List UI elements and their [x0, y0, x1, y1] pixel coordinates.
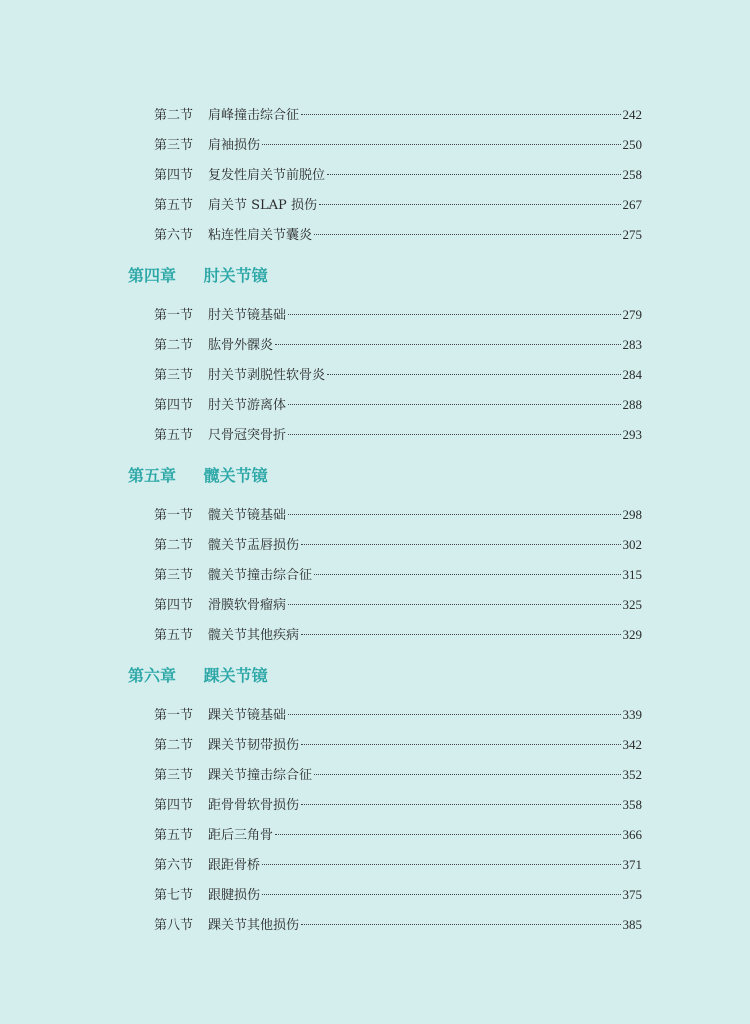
page-number: 267 — [622, 197, 642, 212]
page-number: 339 — [622, 707, 642, 722]
page-number: 329 — [622, 627, 642, 642]
chapter-number: 第四章 — [128, 266, 177, 285]
section-number: 第四节 — [154, 398, 194, 413]
toc-entry[interactable] — [154, 824, 642, 846]
section-number: 第六节 — [154, 228, 194, 243]
section-number: 第二节 — [154, 108, 194, 123]
chapter-heading[interactable] — [128, 264, 268, 288]
toc-entry[interactable] — [154, 564, 642, 586]
section-title: 肘关节镜基础 — [208, 308, 287, 323]
toc-entry[interactable] — [154, 104, 642, 126]
section-title: 髋关节镜基础 — [208, 508, 287, 523]
section-title: 肱骨外髁炎 — [208, 338, 274, 353]
section-number: 第三节 — [154, 768, 194, 783]
chapter-number: 第五章 — [128, 466, 177, 485]
dot-leader — [262, 144, 620, 145]
page-number: 275 — [622, 227, 642, 242]
section-title: 踝关节其他损伤 — [208, 918, 300, 933]
toc-entry[interactable] — [154, 364, 642, 386]
section-number: 第四节 — [154, 168, 194, 183]
dot-leader — [301, 634, 620, 635]
toc-entry[interactable] — [154, 884, 642, 906]
section-title: 踝关节镜基础 — [208, 708, 287, 723]
dot-leader — [301, 744, 620, 745]
page-number: 293 — [622, 427, 642, 442]
section-title: 肘关节剥脱性软骨炎 — [208, 368, 326, 383]
page-number: 325 — [622, 597, 642, 612]
toc-entry[interactable] — [154, 194, 642, 216]
section-number: 第五节 — [154, 198, 194, 213]
dot-leader — [262, 864, 620, 865]
toc-entry[interactable] — [154, 594, 642, 616]
section-number: 第二节 — [154, 738, 194, 753]
page-number: 315 — [622, 567, 642, 582]
section-title: 距后三角骨 — [208, 828, 274, 843]
toc-entry[interactable] — [154, 334, 642, 356]
toc-entry[interactable] — [154, 624, 642, 646]
toc-entry[interactable] — [154, 734, 642, 756]
page-number: 283 — [622, 337, 642, 352]
section-title: 肩袖损伤 — [208, 138, 261, 153]
chapter-title: 踝关节镜 — [203, 666, 268, 685]
toc-entry[interactable] — [154, 854, 642, 876]
page-number: 284 — [622, 367, 642, 382]
dot-leader — [301, 544, 620, 545]
toc-entry[interactable] — [154, 704, 642, 726]
dot-leader — [301, 114, 620, 115]
toc-entry[interactable] — [154, 794, 642, 816]
dot-leader — [314, 234, 620, 235]
section-title: 粘连性肩关节囊炎 — [208, 228, 313, 243]
page-number: 358 — [622, 797, 642, 812]
page-number: 366 — [622, 827, 642, 842]
toc-entry[interactable] — [154, 164, 642, 186]
section-number: 第四节 — [154, 598, 194, 613]
dot-leader — [314, 574, 620, 575]
dot-leader — [288, 434, 620, 435]
section-title: 髋关节盂唇损伤 — [208, 538, 300, 553]
page-number: 385 — [622, 917, 642, 932]
toc-entry[interactable] — [154, 304, 642, 326]
toc-entry[interactable] — [154, 424, 642, 446]
section-title: 肘关节游离体 — [208, 398, 287, 413]
section-number: 第二节 — [154, 338, 194, 353]
page-number: 242 — [622, 107, 642, 122]
page-number: 288 — [622, 397, 642, 412]
section-number: 第四节 — [154, 798, 194, 813]
section-number: 第七节 — [154, 888, 194, 903]
section-number: 第六节 — [154, 858, 194, 873]
dot-leader — [327, 374, 620, 375]
section-number: 第一节 — [154, 308, 194, 323]
dot-leader — [275, 344, 620, 345]
page-number: 352 — [622, 767, 642, 782]
page-number: 279 — [622, 307, 642, 322]
dot-leader — [262, 894, 620, 895]
section-title: 跟腱损伤 — [208, 888, 261, 903]
dot-leader — [327, 174, 620, 175]
section-number: 第二节 — [154, 538, 194, 553]
toc-entry[interactable] — [154, 914, 642, 936]
section-title: 髋关节撞击综合征 — [208, 568, 313, 583]
section-title: 距骨骨软骨损伤 — [208, 798, 300, 813]
page-number: 250 — [622, 137, 642, 152]
dot-leader — [288, 514, 620, 515]
page-number: 302 — [622, 537, 642, 552]
section-number: 第三节 — [154, 138, 194, 153]
section-title: 滑膜软骨瘤病 — [208, 598, 287, 613]
dot-leader — [288, 604, 620, 605]
chapter-heading[interactable] — [128, 664, 268, 688]
section-number: 第一节 — [154, 508, 194, 523]
toc-entry[interactable] — [154, 534, 642, 556]
toc-entry[interactable] — [154, 504, 642, 526]
dot-leader — [288, 404, 620, 405]
toc-entry[interactable] — [154, 134, 642, 156]
section-number: 第八节 — [154, 918, 194, 933]
chapter-heading[interactable] — [128, 464, 268, 488]
section-title: 踝关节韧带损伤 — [208, 738, 300, 753]
section-title: 肩峰撞击综合征 — [208, 108, 300, 123]
chapter-title: 髋关节镜 — [203, 466, 268, 485]
page-number: 371 — [622, 857, 642, 872]
page-number: 258 — [622, 167, 642, 182]
section-number: 第五节 — [154, 828, 194, 843]
toc-entry[interactable] — [154, 224, 642, 246]
dot-leader — [319, 204, 621, 205]
page-number: 375 — [622, 887, 642, 902]
dot-leader — [301, 924, 620, 925]
section-number: 第五节 — [154, 628, 194, 643]
section-number: 第三节 — [154, 368, 194, 383]
page-number: 342 — [622, 737, 642, 752]
dot-leader — [275, 834, 620, 835]
section-number: 第一节 — [154, 708, 194, 723]
chapter-title: 肘关节镜 — [203, 266, 268, 285]
section-title: 踝关节撞击综合征 — [208, 768, 313, 783]
page-number: 298 — [622, 507, 642, 522]
section-number: 第五节 — [154, 428, 194, 443]
section-title: 髋关节其他疾病 — [208, 628, 300, 643]
section-title: 复发性肩关节前脱位 — [208, 168, 326, 183]
dot-leader — [288, 314, 620, 315]
section-title: 尺骨冠突骨折 — [208, 428, 287, 443]
dot-leader — [301, 804, 620, 805]
chapter-number: 第六章 — [128, 666, 177, 685]
section-title: 肩关节 SLAP 损伤 — [208, 198, 317, 213]
toc-entry[interactable] — [154, 764, 642, 786]
dot-leader — [314, 774, 620, 775]
section-title: 跟距骨桥 — [208, 858, 261, 873]
dot-leader — [288, 714, 620, 715]
section-number: 第三节 — [154, 568, 194, 583]
toc-entry[interactable] — [154, 394, 642, 416]
